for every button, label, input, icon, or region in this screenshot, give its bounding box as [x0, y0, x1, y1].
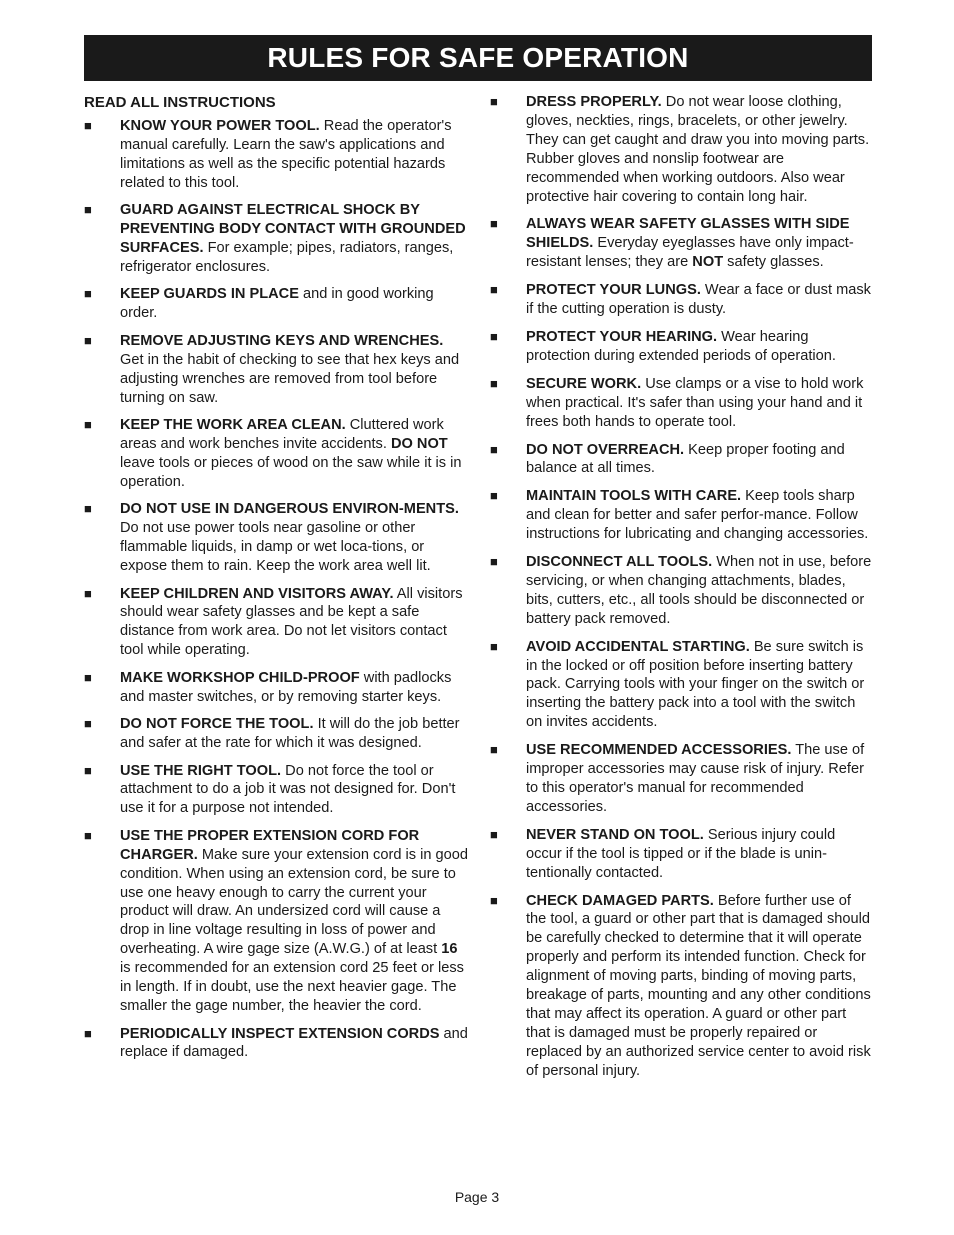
rule-body: and in good working order.	[120, 286, 434, 322]
square-bullet-icon: ■	[490, 94, 498, 109]
rule-body: Everyday eyeglasses have only impact-resistant lenses; they are	[526, 235, 854, 271]
rule-heading: CHECK DAMAGED PARTS.	[526, 892, 714, 909]
rule-heading: KNOW YOUR POWER TOOL.	[120, 118, 320, 134]
rule-text	[120, 285, 468, 323]
rule-item	[490, 93, 874, 206]
rule-text	[526, 441, 874, 479]
rule-text	[120, 332, 468, 408]
square-bullet-icon: ■	[84, 585, 92, 601]
square-bullet-icon: ■	[84, 716, 92, 732]
rule-item	[84, 285, 468, 323]
rule-body: Keep proper footing and balance at all times.	[526, 441, 845, 477]
rule-text	[526, 553, 874, 629]
rule-heading: USE THE PROPER EXTENSION CORD FOR CHARGER.	[120, 827, 420, 863]
rule-heading: PERIODICALLY INSPECT EXTENSION CORDS	[120, 1025, 440, 1042]
square-bullet-icon: ■	[490, 554, 498, 570]
rule-heading: PROTECT YOUR LUNGS.	[526, 282, 701, 299]
rule-text	[120, 117, 468, 193]
rule-text	[120, 585, 468, 661]
square-bullet-icon: ■	[490, 638, 498, 654]
rule-heading: USE THE RIGHT TOOL.	[120, 762, 282, 779]
rule-heading: DO NOT FORCE THE TOOL.	[120, 716, 314, 733]
rule-item	[490, 328, 874, 366]
rule-text	[526, 826, 874, 883]
rule-heading: DISCONNECT ALL TOOLS.	[526, 554, 713, 571]
rule-heading: DO NOT OVERREACH.	[526, 441, 685, 458]
rule-body: All visitors should wear safety glasses and be kept a safe distance from work area. Do not let visitors contact tool while operating.	[120, 585, 463, 659]
rule-body: For example; pipes, radiators, ranges, refrigerator enclosures.	[120, 240, 454, 275]
rule-text	[526, 375, 874, 432]
rule-body: The use of improper accessories may cause risk of injury. Refer to this operator's manual for recommended accessories.	[526, 742, 865, 815]
rule-item	[84, 762, 468, 819]
rule-emphasis: 16	[441, 941, 458, 958]
rule-item	[84, 500, 468, 576]
rule-body: Do not use power tools near gasoline or other flammable liquids, in damp or wet loca-tions, or expose them to rain. Keep the work area well lit.	[120, 520, 431, 574]
rule-heading: AVOID ACCIDENTAL STARTING.	[526, 638, 750, 655]
square-bullet-icon: ■	[84, 669, 92, 685]
rule-body: Do not force the tool or attachment to do a job it was not designed for. Don't use it for a purpose not intended.	[120, 762, 456, 817]
square-bullet-icon: ■	[490, 282, 498, 298]
rule-body: Wear a face or dust mask if the cutting operation is dusty.	[526, 282, 871, 318]
rule-body: with padlocks and master switches, or by removing starter keys.	[120, 669, 452, 705]
rule-item	[490, 638, 874, 733]
rule-heading: DO NOT USE IN DANGEROUS ENVIRON-MENTS.	[120, 501, 459, 518]
rule-heading: NEVER STAND ON TOOL.	[526, 826, 704, 843]
rule-body: Cluttered work areas and work benches invite accidents.	[120, 417, 444, 452]
rule-item	[490, 826, 874, 883]
rule-heading: USE RECOMMENDED ACCESSORIES.	[526, 742, 792, 759]
rule-item	[490, 741, 874, 817]
rule-text	[526, 487, 874, 544]
rule-text	[120, 669, 468, 707]
rule-item	[84, 715, 468, 753]
page-number: Page 3	[454, 1189, 500, 1205]
square-bullet-icon: ■	[490, 488, 498, 504]
rule-item	[490, 892, 874, 1081]
rule-text	[120, 416, 468, 492]
rule-body: Wear hearing protection during extended periods of operation.	[526, 328, 836, 364]
rule-body: Serious injury could occur if the tool is tipped or if the blade is unin-tentionally contacted.	[526, 826, 836, 881]
title-banner	[84, 35, 872, 81]
square-bullet-icon: ■	[490, 375, 498, 391]
rule-body: Read the operator's manual carefully. Learn the saw's applications and limitations as well as the specific potential hazards related to this tool.	[120, 118, 452, 191]
rule-item	[490, 487, 874, 544]
square-bullet-icon: ■	[84, 118, 92, 133]
square-bullet-icon: ■	[490, 216, 498, 232]
rule-item	[84, 585, 468, 661]
page-title: RULES FOR SAFE OPERATION	[267, 42, 689, 73]
rule-body: Before further use of the tool, a guard or other part that is damaged should be carefully checked to determine that it will operate properly and perform its intended function. Check for alignment of moving parts, binding of moving parts, breakage of parts, mounting and any other conditions that may affect its operation. A guard or other part that is damaged must be properly repaired or replaced by an authorized service center to avoid risk of personal injury.	[526, 892, 871, 1079]
rule-heading: REMOVE ADJUSTING KEYS AND WRENCHES.	[120, 332, 444, 349]
rule-item	[84, 416, 468, 492]
square-bullet-icon: ■	[84, 827, 92, 843]
rule-item	[490, 553, 874, 629]
square-bullet-icon: ■	[84, 417, 92, 433]
square-bullet-icon: ■	[84, 501, 92, 517]
rule-item	[490, 281, 874, 319]
rule-text	[526, 281, 874, 319]
rule-body-continued: leave tools or pieces of wood on the saw while it is in operation.	[120, 454, 462, 490]
rule-heading: KEEP CHILDREN AND VISITORS AWAY.	[120, 585, 394, 602]
rule-emphasis: DO NOT	[390, 435, 448, 452]
rule-body: and replace if damaged.	[120, 1025, 468, 1061]
rule-text	[120, 762, 468, 819]
rule-text	[120, 715, 468, 753]
rule-body: Do not wear loose clothing, gloves, neckties, rings, bracelets, or other jewelry. They can get caught and draw you into moving parts. Rubber gloves and nonslip footwear are recommended when working outdoors. Also wear protective hair covering to contain long hair.	[526, 94, 870, 205]
rule-body: It will do the job better and safer at the rate for which it was designed.	[120, 716, 460, 752]
rule-emphasis: NOT	[692, 254, 724, 271]
square-bullet-icon: ■	[84, 332, 92, 348]
left-rules-list	[84, 117, 468, 1062]
square-bullet-icon: ■	[490, 826, 498, 842]
rule-item	[490, 441, 874, 479]
rule-heading: GUARD AGAINST ELECTRICAL SHOCK BY PREVENTING BODY CONTACT WITH GROUNDED SURFACES.	[120, 202, 466, 257]
square-bullet-icon: ■	[490, 892, 498, 908]
rule-text	[526, 638, 874, 733]
rule-heading: DRESS PROPERLY.	[526, 94, 662, 110]
rule-body-continued: is recommended for an extension cord 25 feet or less in length. If in doubt, use the next heavier gage. The smaller the gage number, the heavier the cord.	[120, 960, 464, 1014]
rule-heading: KEEP THE WORK AREA CLEAN.	[120, 417, 346, 434]
rule-text	[526, 93, 874, 206]
rule-text	[120, 1025, 468, 1063]
rule-item	[84, 827, 468, 1016]
rule-heading: KEEP GUARDS IN PLACE	[120, 286, 299, 303]
rule-item	[490, 375, 874, 432]
rule-text	[526, 892, 874, 1081]
rule-body: Use clamps or a vise to hold work when practical. It's safer than using your hand and it frees both hands to operate tool.	[526, 375, 864, 430]
rule-heading: PROTECT YOUR HEARING.	[526, 328, 718, 345]
rule-body: Be sure switch is in the locked or off position before inserting battery pack. Carrying tools with your finger on the switch or inserting the battery pack into a tool with the switch on invites accidents.	[526, 638, 865, 731]
square-bullet-icon: ■	[84, 1025, 92, 1041]
square-bullet-icon: ■	[84, 202, 92, 218]
rule-heading: SECURE WORK.	[526, 375, 642, 392]
square-bullet-icon: ■	[84, 762, 92, 778]
rule-text	[526, 215, 874, 272]
rule-item	[84, 201, 468, 277]
square-bullet-icon: ■	[84, 286, 92, 302]
rule-body: Make sure your extension cord is in good condition. When using an extension cord, be sure to use one heavy enough to carry the current your product will draw. An undersized cord will cause a drop in line voltage resulting in loss of power and overheating. A wire gage size (A.W.G.) of at least	[120, 846, 468, 958]
rule-text	[526, 328, 874, 366]
square-bullet-icon: ■	[490, 742, 498, 758]
rule-text	[120, 500, 468, 576]
rule-text	[120, 827, 468, 1016]
rule-body: Keep tools sharp and clean for better and safer perfor-mance. Follow instructions for lubricating and changing accessories.	[526, 488, 869, 543]
rule-body: When not in use, before servicing, or when changing attachments, blades, bits, cutters, etc., all tools should be disconnected or battery pack removed.	[526, 554, 872, 627]
rule-item	[84, 669, 468, 707]
rule-heading: ALWAYS WEAR SAFETY GLASSES WITH SIDE SHIELDS.	[526, 216, 850, 252]
square-bullet-icon: ■	[490, 441, 498, 457]
rule-item	[84, 332, 468, 408]
rule-text	[120, 201, 468, 277]
section-heading: READ ALL INSTRUCTIONS	[84, 94, 276, 111]
rule-body-continued: safety glasses.	[723, 254, 824, 271]
rule-text	[526, 741, 874, 817]
rule-body: Get in the habit of checking to see that hex keys and adjusting wrenches are removed from tool before turning on saw.	[120, 351, 460, 406]
rule-heading: MAINTAIN TOOLS WITH CARE.	[526, 488, 742, 505]
square-bullet-icon: ■	[490, 328, 498, 344]
rule-heading: MAKE WORKSHOP CHILD-PROOF	[120, 669, 360, 686]
right-rules-list	[490, 93, 874, 1081]
left-column	[84, 93, 468, 1071]
rule-item	[84, 1025, 468, 1063]
rule-item	[490, 215, 874, 272]
rule-item	[84, 117, 468, 193]
right-column	[490, 93, 874, 1090]
